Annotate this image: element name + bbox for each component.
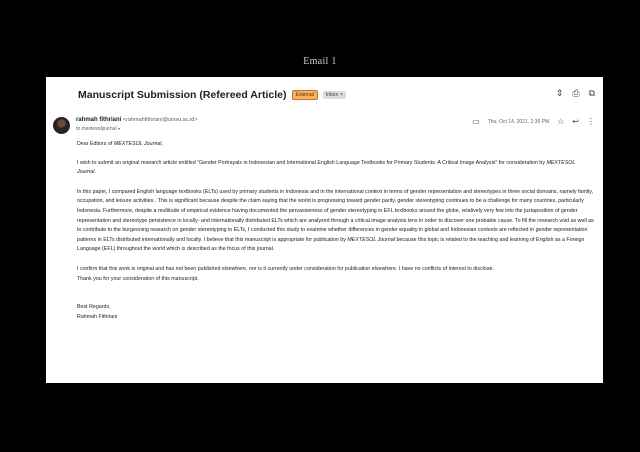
open-in-new-icon[interactable]: ⧉ xyxy=(588,88,595,98)
closing: Best Regards, xyxy=(77,304,111,311)
inbox-label-text: Inbox xyxy=(325,92,339,98)
description-ending: because this topic is related to the teaching and learning of English as a Foreign Language (EFL) throughout the world which is described as the focus of this journal. xyxy=(77,236,585,253)
printer-icon[interactable]: ⎙ xyxy=(572,88,580,98)
avatar[interactable] xyxy=(53,117,70,134)
intro-text: I wish to submit an original research article entitled "Gender Portrayals in Indonesian and International English Language Textbooks for Primary Students: A Critical Image Analysis" for consideration by xyxy=(77,159,547,166)
sender-line xyxy=(76,117,198,123)
journal-name: MEXTESOL Journal xyxy=(347,236,395,243)
paragraph-confirmation: I confirm that this work is original and has not been published elsewhere, nor is it currently under consideration for publication elsewhere. I have no conflicts of interest to disclose. xyxy=(77,265,494,272)
greeting-punctuation: , xyxy=(161,141,163,147)
recipient-line[interactable] xyxy=(76,126,120,132)
sender-address: <rahmahfithriani@uinsu.ac.id> xyxy=(122,117,198,123)
subject-row xyxy=(78,87,593,103)
more-vert-icon[interactable]: ⋮ xyxy=(587,117,595,126)
greeting-text: Dear Editors of xyxy=(77,141,114,147)
reply-icon[interactable]: ↩ xyxy=(572,117,579,126)
external-label[interactable]: External xyxy=(292,90,318,100)
greeting xyxy=(77,140,595,150)
paragraph-thanks: Thank you for your consideration of this manuscript. xyxy=(77,275,199,282)
figure-caption: Email 1 xyxy=(303,56,337,67)
message-meta xyxy=(472,117,595,127)
star-icon[interactable]: ☆ xyxy=(557,117,565,126)
journal-name: MEXTESOL Journal xyxy=(113,141,162,147)
thread-toolbar xyxy=(556,88,595,98)
signature: Rahmah Fithriani xyxy=(77,313,118,320)
email-subject: Manuscript Submission (Refereed Article) xyxy=(78,89,287,101)
paragraph-description xyxy=(77,188,595,255)
message-body xyxy=(77,140,595,322)
chevron-down-icon[interactable]: ▾ xyxy=(117,126,120,131)
inbox-label[interactable] xyxy=(323,91,346,99)
intro-punctuation: . xyxy=(94,169,96,176)
journal-name: MEXTESOL Journal xyxy=(77,159,576,176)
description-text: In this paper, I compared English language textbooks (ELTs) used by primary students in Indonesia and in the international context in terms of gender representation and stereotypes in three social domains, namely family, occupation, and leisure activities.. This is significant because despite the claim saying that the world is progressing toward gender parity, gender stereotyping continues to be a challenge for many countries, particularly Indonesia. Furthermore, despite a multitude of empirical evidence having documented the pervasiveness of gender stereotyping in EFL textbooks around the globe, relatively very few into the juxtaposition of gender representation and stereotype persistence in locally- and internationally distributed ELTs which are analyzed through a critical image analysis lens in order to discover one probable cause. To fill the research void as well as to contribute to the burgeoning research on gender stereotyping in ELTs, I conducted this study to examine whether differences in gender equality in global and Indonesian contexts are reflected in gender representation patterns in ELTs distributed internationally and locally. I believe that this manuscript is appropriate for publication by xyxy=(77,188,594,243)
label-icon: ▭ xyxy=(472,117,480,126)
remove-label-icon[interactable]: × xyxy=(340,92,343,98)
recipient-text: to mextesoljournal xyxy=(76,126,117,132)
message-date: Thu, Oct 14, 2021, 2:36 PM xyxy=(487,119,550,125)
paragraph-intro xyxy=(77,159,595,178)
sender-name[interactable]: rahmah fithriani xyxy=(76,117,122,123)
email-window xyxy=(46,77,603,383)
double-chevron-icon[interactable]: ⇕ xyxy=(555,88,564,98)
